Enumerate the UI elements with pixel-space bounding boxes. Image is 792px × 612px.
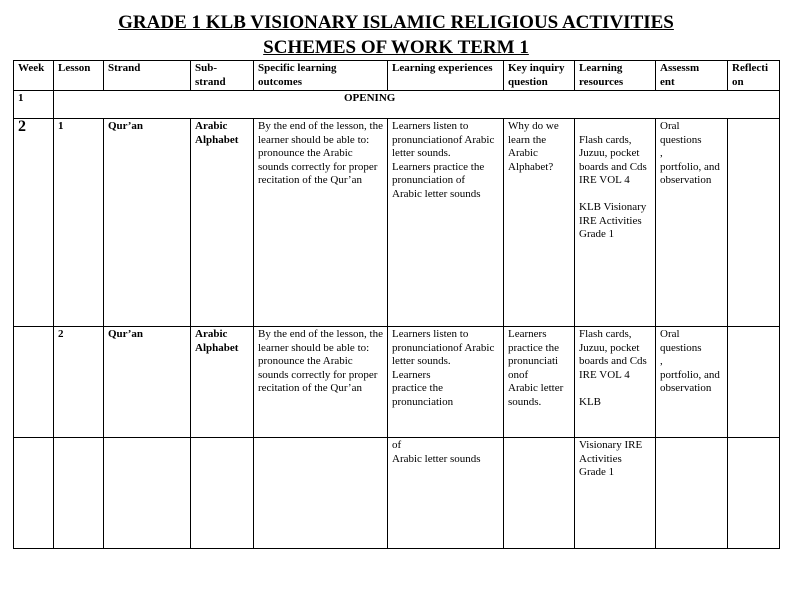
table-row xyxy=(14,119,780,327)
week-cell: 1 xyxy=(14,91,54,119)
experiences-cell: Learners listen to pronunciationof Arabic letter sounds. Learners practice the pronunciation xyxy=(388,327,504,438)
assessment-cell: Oral questions , portfolio, and observation xyxy=(656,327,728,438)
inquiry-cell: Why do we learn the Arabic Alphabet? xyxy=(504,119,575,327)
lesson-cell: 2 xyxy=(54,327,104,438)
inquiry-cell: Learners practice the pronunciati onof Arabic letter sounds. xyxy=(504,327,575,438)
inquiry-cell xyxy=(504,438,575,549)
header-assessment: Assessm ent xyxy=(656,61,728,91)
lesson-cell: 1 xyxy=(54,119,104,327)
sub-strand-cell: Arabic Alphabet xyxy=(191,119,254,327)
resources-cell: Flash cards, Juzuu, pocket boards and Cds IRE VOL 4 KLB xyxy=(575,327,656,438)
header-strand: Strand xyxy=(104,61,191,91)
strand-cell: Qur’an xyxy=(104,119,191,327)
header-resources: Learning resources xyxy=(575,61,656,91)
resources-cell: Flash cards, Juzuu, pocket boards and Cds IRE VOL 4 KLB Visionary IRE Activities Grade 1 xyxy=(575,119,656,327)
header-row xyxy=(14,61,780,91)
week-cell xyxy=(14,438,54,549)
week-cell: 2 xyxy=(14,119,54,327)
week-cell xyxy=(14,327,54,438)
opening-row xyxy=(14,91,780,119)
sub-strand-cell: Arabic Alphabet xyxy=(191,327,254,438)
schemes-of-work-table xyxy=(13,60,780,549)
reflection-cell xyxy=(728,327,780,438)
header-sub-strand: Sub- strand xyxy=(191,61,254,91)
document-subtitle: SCHEMES OF WORK TERM 1 xyxy=(263,37,529,58)
document-title: GRADE 1 KLB VISIONARY ISLAMIC RELIGIOUS ACTIVITIES xyxy=(118,12,674,33)
assessment-cell: Oral questions , portfolio, and observation xyxy=(656,119,728,327)
header-week: Week xyxy=(14,61,54,91)
header-inquiry: Key inquiry question xyxy=(504,61,575,91)
experiences-cell: Learners listen to pronunciationof Arabic letter sounds. Learners practice the pronunciation of Arabic letter sounds xyxy=(388,119,504,327)
sub-strand-cell xyxy=(191,438,254,549)
header-reflection: Reflecti on xyxy=(728,61,780,91)
lesson-cell xyxy=(54,438,104,549)
reflection-cell xyxy=(728,119,780,327)
reflection-cell xyxy=(728,438,780,549)
table-row xyxy=(14,327,780,438)
strand-cell xyxy=(104,438,191,549)
header-outcomes: Specific learning outcomes xyxy=(254,61,388,91)
resources-cell: Visionary IRE Activities Grade 1 xyxy=(575,438,656,549)
outcomes-cell: By the end of the lesson, the learner should be able to: pronounce the Arabic sounds correctly for proper recitation of the Qur’an xyxy=(254,327,388,438)
outcomes-cell: By the end of the lesson, the learner should be able to: pronounce the Arabic sounds correctly for proper recitation of the Qur’an xyxy=(254,119,388,327)
assessment-cell xyxy=(656,438,728,549)
experiences-cell: of Arabic letter sounds xyxy=(388,438,504,549)
header-experiences: Learning experiences xyxy=(388,61,504,91)
outcomes-cell xyxy=(254,438,388,549)
opening-label: OPENING xyxy=(54,91,780,119)
strand-cell: Qur’an xyxy=(104,327,191,438)
table-row xyxy=(14,438,780,549)
header-lesson: Lesson xyxy=(54,61,104,91)
